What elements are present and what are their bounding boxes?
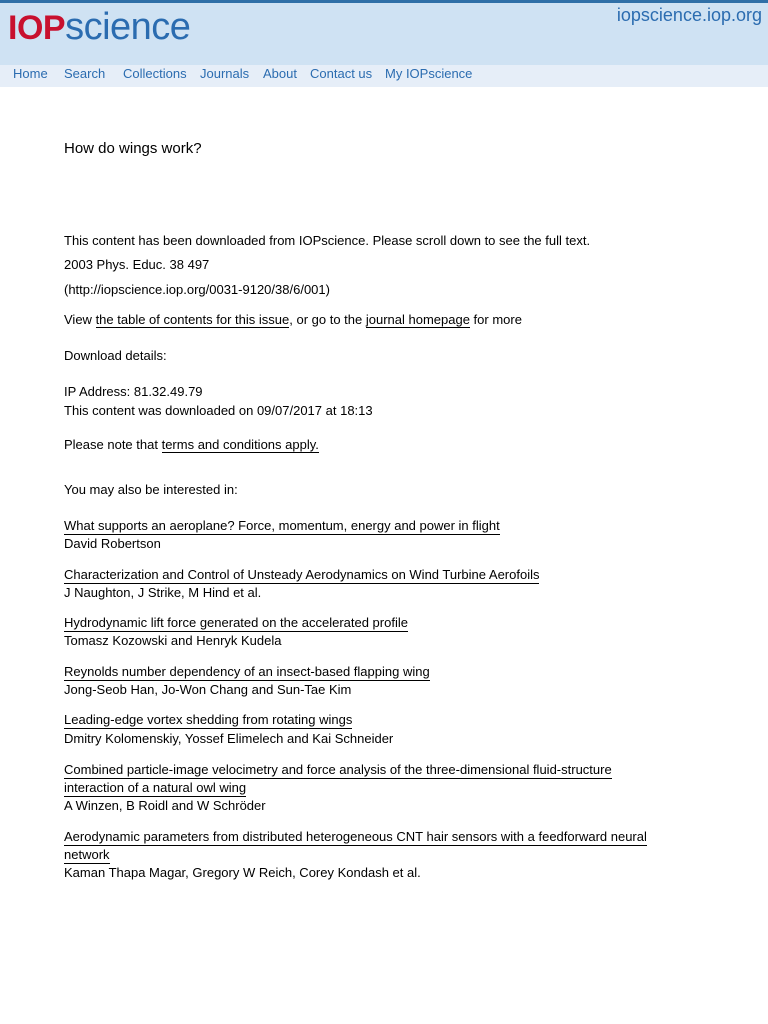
article-url: (http://iopscience.iop.org/0031-9120/38/6/001) xyxy=(64,282,330,297)
view-line xyxy=(64,311,522,329)
related-item-authors: David Robertson xyxy=(64,536,161,551)
related-item-authors: Jong-Seob Han, Jo-Won Chang and Sun-Tae Kim xyxy=(64,682,352,697)
view-suffix: for more xyxy=(469,312,522,327)
related-link[interactable]: Characterization and Control of Unsteady Aerodynamics on Wind Turbine Aerofoils xyxy=(64,567,540,582)
related-item-authors: J Naughton, J Strike, M Hind et al. xyxy=(64,585,262,600)
related-item-title xyxy=(64,517,664,535)
journal-homepage-link[interactable]: journal homepage xyxy=(365,312,470,327)
nav-journals[interactable]: Journals xyxy=(200,66,250,81)
nav-my-iopscience[interactable]: My IOPscience xyxy=(385,66,473,81)
note-prefix: Please note that xyxy=(64,437,162,452)
site-url-link[interactable]: iopscience.iop.org xyxy=(616,5,762,25)
related-item-title xyxy=(64,566,664,584)
related-item-title xyxy=(64,711,664,729)
interested-label: You may also be interested in: xyxy=(64,482,238,497)
related-item-title xyxy=(64,828,664,864)
related-item-authors: Kaman Thapa Magar, Gregory W Reich, Corey Kondash et al. xyxy=(64,865,421,880)
toc-link[interactable]: the table of contents for this issue xyxy=(95,312,290,327)
related-link[interactable]: Leading-edge vortex shedding from rotating wings xyxy=(64,712,353,727)
related-item-authors: Dmitry Kolomenskiy, Yossef Elimelech and Kai Schneider xyxy=(64,731,394,746)
view-prefix: View xyxy=(64,312,96,327)
nav-collections[interactable]: Collections xyxy=(123,66,187,81)
related-item-authors: A Winzen, B Roidl and W Schröder xyxy=(64,798,266,813)
downloaded-on: This content was downloaded on 09/07/2017 at 18:13 xyxy=(64,403,373,418)
download-notice: This content has been downloaded from IOPscience. Please scroll down to see the full text. xyxy=(64,233,591,248)
site-header xyxy=(0,0,768,65)
related-link[interactable]: Hydrodynamic lift force generated on the accelerated profile xyxy=(64,615,408,630)
related-item-title xyxy=(64,761,664,797)
logo-science-text: science xyxy=(65,6,191,48)
related-link[interactable]: Reynolds number dependency of an insect-based flapping wing xyxy=(64,664,430,679)
related-item-title xyxy=(64,614,664,632)
nav-home[interactable]: Home xyxy=(13,66,48,81)
view-middle: , or go to the xyxy=(289,312,366,327)
ip-address: IP Address: 81.32.49.79 xyxy=(64,384,203,399)
terms-link[interactable]: terms and conditions apply. xyxy=(161,437,319,452)
citation: 2003 Phys. Educ. 38 497 xyxy=(64,257,210,272)
related-item-title xyxy=(64,663,664,681)
terms-line xyxy=(64,436,319,454)
iopscience-logo[interactable] xyxy=(8,5,190,50)
nav-contact-us[interactable]: Contact us xyxy=(310,66,373,81)
logo-iop-text: IOP xyxy=(8,9,66,47)
related-item-authors: Tomasz Kozowski and Henryk Kudela xyxy=(64,633,282,648)
download-details-label: Download details: xyxy=(64,348,167,363)
nav-about[interactable]: About xyxy=(263,66,297,81)
main-nav xyxy=(0,65,768,87)
article-title: How do wings work? xyxy=(64,140,202,157)
related-link[interactable]: Combined particle-image velocimetry and force analysis of the three-dimensional fluid-structure interaction of a natural owl wing xyxy=(64,762,612,795)
related-link[interactable]: Aerodynamic parameters from distributed heterogeneous CNT hair sensors with a feedforward neural network xyxy=(64,829,647,862)
related-link[interactable]: What supports an aeroplane? Force, momentum, energy and power in flight xyxy=(64,518,500,533)
nav-search[interactable]: Search xyxy=(64,66,106,81)
